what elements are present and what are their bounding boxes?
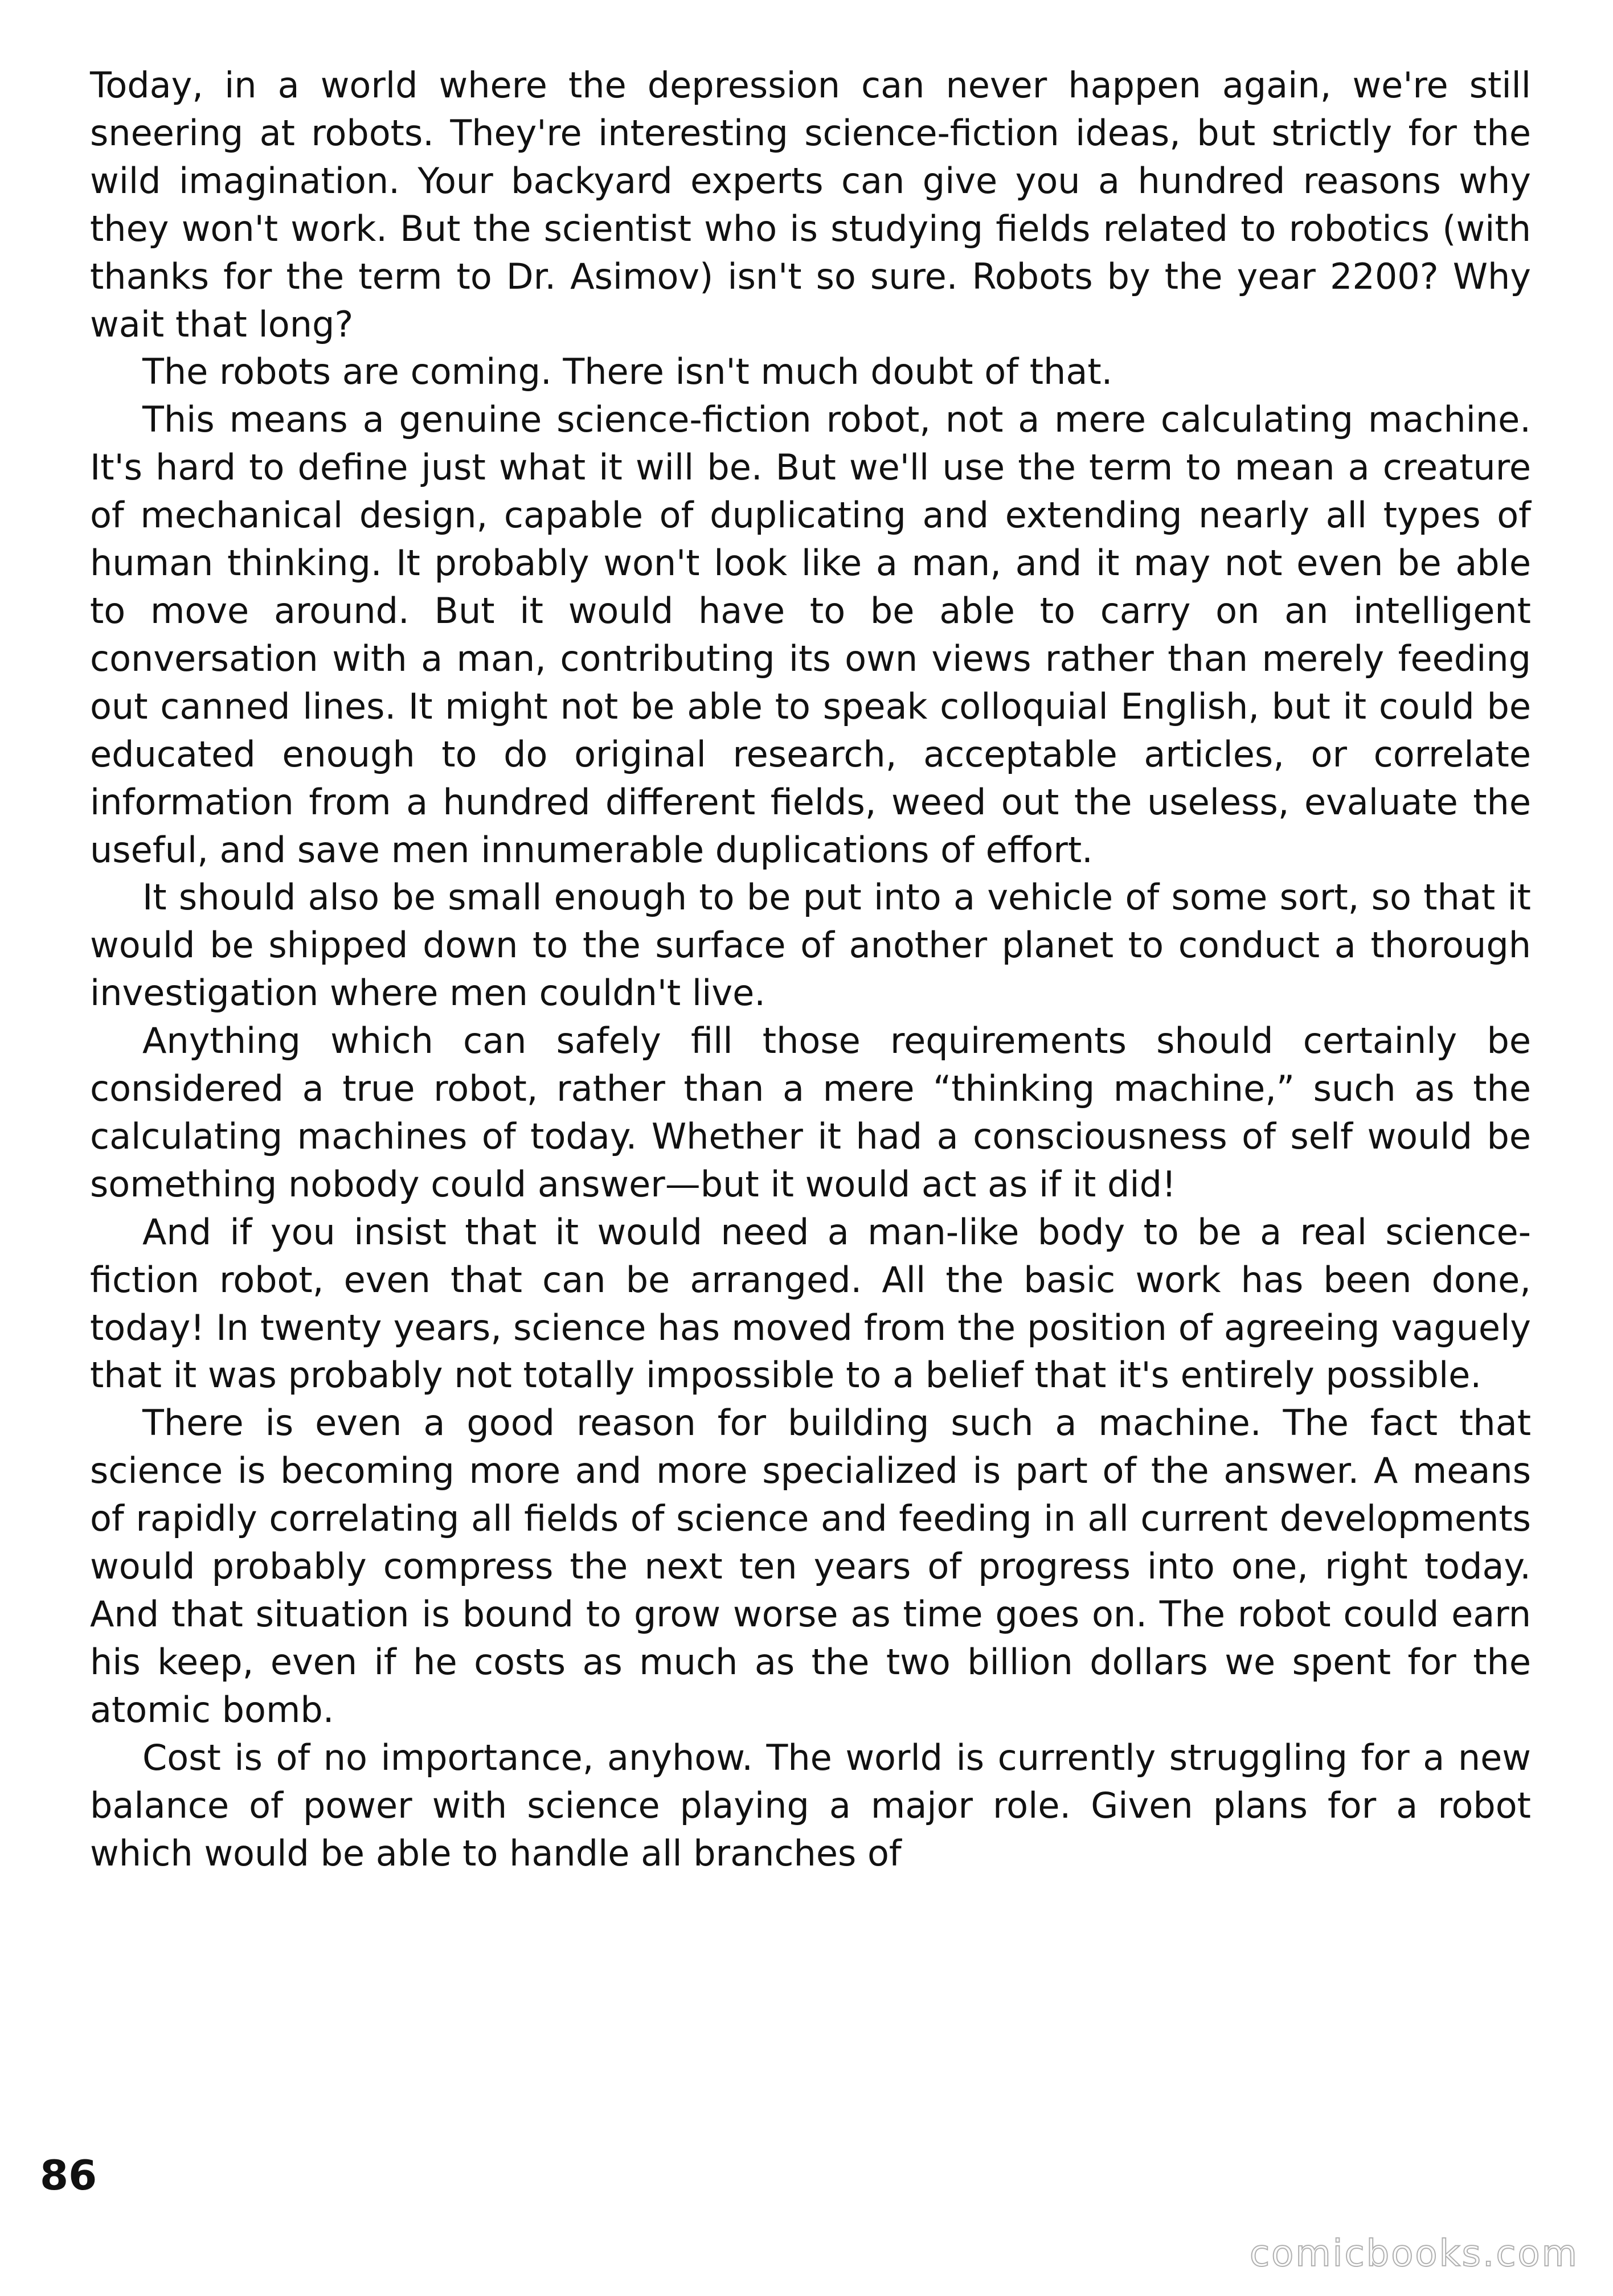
paragraph-5: Anything which can safely fill those requirements should certainly be considered a true robot, rather than a mere “thinking machine,” such as the calculating machines of today. Whether it had a consciousness of self would be something nobody could answer—but it would act as if it did! xyxy=(90,1020,1531,1205)
paragraph-4: It should also be small enough to be put into a vehicle of some sort, so that it would be shipped down to the surface of another planet to conduct a thorough investigation where men couldn't live. xyxy=(90,876,1531,1014)
article-body xyxy=(90,62,1531,1877)
paragraph-2: The robots are coming. There isn't much doubt of that. xyxy=(142,351,1113,393)
paragraph-1: Today, in a world where the depression can never happen again, we're still sneering at robots. They're interesting science-fiction ideas, but strictly for the wild imagination. Your backyard experts can give you a hundred reasons why they won't work. But the scientist who is studying fields related to robotics (with thanks for the term to Dr. Asimov) isn't so sure. Robots by the year 2200? Why wait that long? xyxy=(90,64,1531,345)
paragraph-7: There is even a good reason for building such a machine. The fact that science is becoming more and more specialized is part of the answer. A means of rapidly correlating all fields of science and feeding in all current developments would probably compress the next ten years of progress into one, right today. And that situation is bound to grow worse as time goes on. The robot could earn his keep, even if he costs as much as the two billion dollars we spent for the atomic bomb. xyxy=(90,1402,1531,1731)
page-number: 86 xyxy=(40,2151,97,2199)
paragraph-6: And if you insist that it would need a man-like body to be a real science-fiction robot, even that can be arranged. All the basic work has been done, today! In twenty years, science has moved from the position of agreeing vaguely that it was probably not totally impossible to a belief that it's entirely possible. xyxy=(90,1211,1531,1396)
watermark: comicbooks.com xyxy=(1249,2233,1579,2275)
paragraph-8: Cost is of no importance, anyhow. The world is currently struggling for a new balance of power with science playing a major role. Given plans for a robot which would be able to handle all branches of xyxy=(90,1736,1531,1874)
paragraph-3: This means a genuine science-fiction robot, not a mere calculating machine. It's hard to define just what it will be. But we'll use the term to mean a creature of mechanical design, capable of duplicating and extending nearly all types of human thinking. It probably won't look like a man, and it may not even be able to move around. But it would have to be able to carry on an intelligent conversation with a man, contributing its own views rather than merely feeding out canned lines. It might not be able to speak colloquial English, but it could be educated enough to do original research, acceptable articles, or correlate information from a hundred different fields, weed out the useless, evaluate the useful, and save men innumerable duplications of effort. xyxy=(90,399,1531,871)
